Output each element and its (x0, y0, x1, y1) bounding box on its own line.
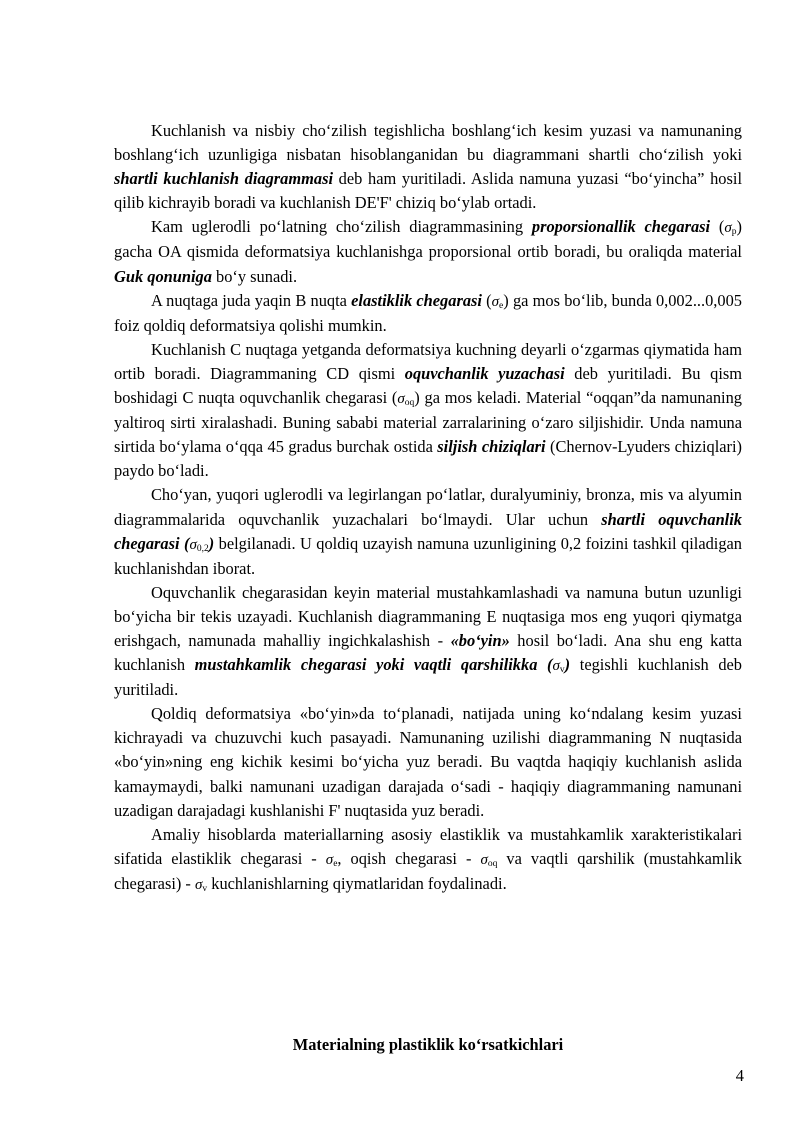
paragraph-8 (114, 823, 742, 897)
text-run: Kuchlanish C nuqtaga yetganda deformatsiya kuchning deyarli o‘zgarmas qiymatida ham ortib boradi. Diagrammaning CD qismi (114, 339, 742, 383)
body-text (114, 119, 742, 897)
section-heading: Materialning plastiklik ko‘rsatkichlari (292, 1035, 564, 1054)
term-guk-qonuniga: Guk qonuniga (114, 266, 212, 286)
text-run: (Chernov-Lyuders chiziqlari) paydo bo‘ladi. (114, 437, 742, 481)
sigma-symbol: σ (397, 391, 405, 408)
text-run: A nuqtaga juda yaqin B nuqta (151, 290, 352, 310)
sigma-subscript: v (559, 665, 565, 676)
text-run: deb yuritiladi. Bu qism boshidagi C nuqta oquvchanlik chegarasi ( (114, 363, 743, 408)
sigma-subscript: v (202, 883, 208, 894)
paragraph-5 (114, 483, 742, 580)
text-run: bo‘y sunadi. (211, 266, 298, 286)
term-shartli-oquvchanlik-chegarasi: shartli oquvchanlik chegarasi ( (114, 509, 742, 553)
text-run: ) (564, 655, 571, 675)
page-number: 4 (735, 1066, 744, 1085)
text-run: ) (208, 533, 215, 553)
text-run: Kam uglerodli po‘latning cho‘zilish diagrammasining (151, 217, 532, 237)
term-oquvchanlik-yuzachasi: oquvchanlik yuzachasi (404, 363, 565, 383)
term-shartli-kuchlanish-diagrammasi: shartli kuchlanish diagrammasi (114, 169, 334, 189)
text-run: ) ga mos keladi. Material “oqqan”da namunaning yaltiroq sirti xiralashadi. Buning sababi material zarralarining o‘zaro siljishidir. Unda namuna sirtida bo‘ylama o‘qqa 45 gradus burchak ostida (114, 388, 743, 457)
text-run: , oqish chegarasi - (337, 848, 481, 868)
text-run: hosil bo‘ladi. Ana shu eng katta kuchlanish (114, 630, 742, 675)
paragraph-2 (114, 215, 742, 288)
text-run: ( (710, 217, 725, 237)
text-run: ) ga mos bo‘lib, bunda 0,002...0,005 foiz qoldiq deformatsiya qolishi mumkin. (114, 290, 742, 335)
paragraph-3 (114, 289, 742, 338)
text-run: tegishli kuchlanish deb yuritiladi. (114, 655, 742, 700)
text-run: va vaqtli qarshilik (mustahkamlik chegarasi) - (114, 848, 742, 893)
sigma-symbol: σ (480, 851, 488, 868)
term-boyin: «bo‘yin» (450, 630, 510, 650)
paragraph-1 (114, 119, 742, 215)
text-run: Oquvchanlik chegarasidan keyin material mustahkamlashadi va namuna butun uzunligi bo‘yicha bir tekis uzayadi. Kuchlanish diagrammaning E nuqtasiga mos eng yuqori qiymatga erishgach, namunada mahalliy ingichkalashish - (114, 582, 742, 650)
term-proporsionallik-chegarasi: proporsionallik chegarasi (531, 217, 711, 237)
sigma-symbol: σ (491, 293, 500, 310)
paragraph-6 (114, 581, 742, 702)
sigma-subscript: 0,2 (196, 543, 209, 554)
term-siljish-chiziqlari: siljish chiziqlari (437, 437, 546, 457)
sigma-symbol: σ (195, 876, 203, 893)
sigma-symbol: σ (724, 220, 732, 237)
sigma-subscript: oq (404, 398, 415, 409)
text-run: Kuchlanish va nisbiy cho‘zilish tegishlicha boshlang‘ich kesim yuzasi va namunaning boshlang‘ich uzunligiga nisbatan hisoblanganidan bu diagrammani shartli cho‘zilish yoki (114, 121, 742, 165)
paragraph-7 (114, 702, 742, 822)
sigma-symbol: σ (189, 536, 197, 553)
text-run: ) gacha OA qismida deformatsiya kuchlanishga proporsional ortib boradi, bu oraliqda material (114, 217, 743, 262)
text-run: Cho‘yan, yuqori uglerodli va legirlangan po‘latlar, duralyuminiy, bronza, mis va alyumin diagrammalarida oquvchanlik yuzachalari bo‘lmaydi. Ular uchun (114, 485, 742, 529)
text-run: deb ham yuritiladi. Aslida namuna yuzasi “bo‘yincha” hosil qilib kichrayib boradi va kuchlanish DE'F' chiziq bo‘ylab ortadi. (114, 169, 742, 213)
sigma-subscript: oq (487, 858, 498, 869)
sigma-subscript: e (333, 858, 338, 869)
term-elastiklik-chegarasi: elastiklik chegarasi (351, 290, 482, 310)
paragraph-4 (114, 338, 742, 484)
sigma-subscript: p (731, 227, 737, 238)
text-run: ( (481, 290, 492, 310)
text-run: belgilanadi. U qoldiq uzayish namuna uzunligining 0,2 foizini tashkil qiladigan kuchlanishdan iborat. (114, 533, 743, 578)
text-run: Qoldiq deformatsiya «bo‘yin»da to‘planadi, natijada uning ko‘ndalang kesim yuzasi kichrayadi va chuzuvchi kuch pasayadi. Namunaning uzilishi diagrammaning N nuqtasida «bo‘yin»ning eng kichik kesimi bo‘yicha yuz beradi. Bu vaqtda haqiqiy kuchlanish aslida kamaymaydi, balki namunani uzadigan darajada o‘sadi - haqiqiy diagrammaning namunani uzadigan darajadagi kushlanishi F' nuqtasida yuz beradi. (114, 704, 742, 820)
sigma-symbol: σ (552, 658, 560, 675)
text-run: kuchlanishlarning qiymatlaridan foydalinadi. (207, 873, 507, 893)
term-mustahkamlik-chegarasi: mustahkamlik chegarasi yoki vaqtli qarshilikka ( (194, 655, 553, 675)
sigma-symbol: σ (325, 851, 334, 868)
text-run: Amaliy hisoblarda materiallarning asosiy elastiklik va mustahkamlik xarakteristikalari sifatida elastiklik chegarasi - (114, 824, 742, 868)
sigma-subscript: e (499, 300, 504, 311)
